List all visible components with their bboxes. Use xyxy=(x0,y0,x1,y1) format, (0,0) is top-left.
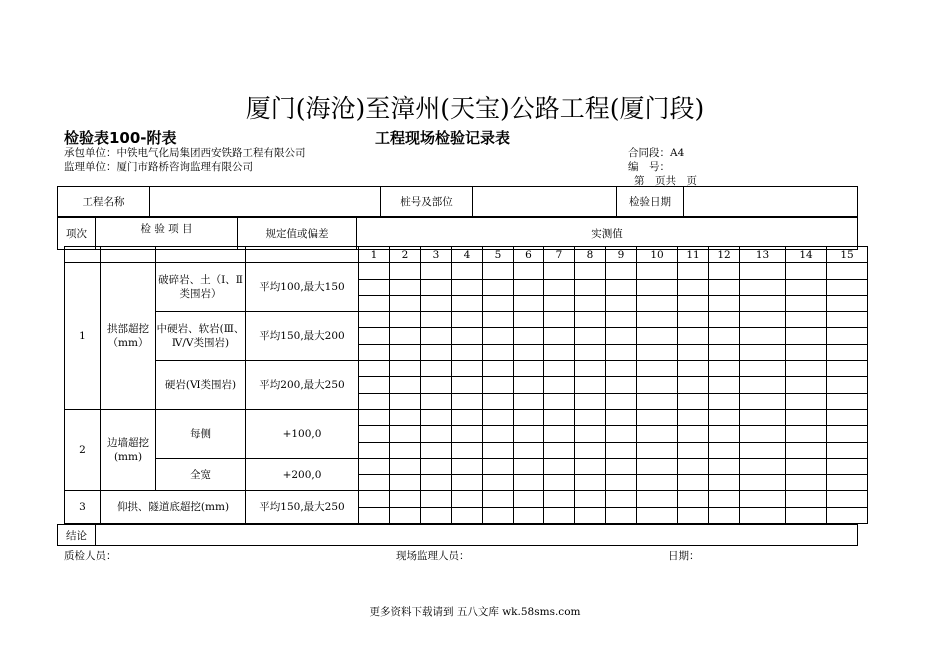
item-2-name: 边墙超挖(mm) xyxy=(101,409,156,490)
col-number: 11 xyxy=(678,247,709,263)
column-number-row xyxy=(65,247,868,263)
date-label: 检验日期 xyxy=(617,187,684,217)
station-label: 桩号及部位 xyxy=(381,187,473,217)
station-value[interactable] xyxy=(473,187,617,217)
item-no-header: 项次 xyxy=(58,218,96,250)
item-1-name: 拱部超挖（mm） xyxy=(101,263,156,410)
item-1-no: 1 xyxy=(65,263,101,410)
col-number: 14 xyxy=(786,247,827,263)
date-value[interactable] xyxy=(684,187,858,217)
conclusion-table xyxy=(57,524,858,546)
form-number: 检验表100-附表 xyxy=(64,129,177,147)
footer-date-label: 日期： xyxy=(668,550,700,562)
contractor-line: 承包单位：中铁电气化局集团西安铁路工程有限公司 xyxy=(64,147,306,159)
item-2a-sub: 每侧 xyxy=(156,409,246,458)
col-number: 4 xyxy=(452,247,483,263)
col-number: 1 xyxy=(359,247,390,263)
col-number: 15 xyxy=(827,247,868,263)
contract-section: 合同段：A4 xyxy=(628,147,685,159)
conclusion-label: 结论 xyxy=(58,525,96,546)
serial-number: 编 号： xyxy=(628,161,670,173)
item-1b-sub: 中硬岩、软岩(Ⅲ、Ⅳ/Ⅴ类围岩) xyxy=(156,312,246,361)
site-supervisor-label: 现场监理人员： xyxy=(396,550,470,562)
page-info: 第 页共 页 xyxy=(634,175,697,187)
col-number: 10 xyxy=(637,247,678,263)
form-subtitle: 工程现场检验记录表 xyxy=(375,129,511,147)
item-1c-spec: 平均200,最大250 xyxy=(246,361,359,410)
page-title: 厦门(海沧)至漳州(天宝)公路工程(厦门段) xyxy=(245,94,705,123)
info-table xyxy=(57,186,858,217)
item-2b-sub: 全宽 xyxy=(156,458,246,491)
item-2a-spec: +100,0 xyxy=(246,409,359,458)
item-2b-spec: +200,0 xyxy=(246,458,359,491)
item-1b-spec: 平均150,最大200 xyxy=(246,312,359,361)
table-row xyxy=(65,312,868,328)
col-number: 2 xyxy=(390,247,421,263)
item-1a-spec: 平均100,最大150 xyxy=(246,263,359,312)
item-1c-sub: 硬岩(Ⅵ类围岩) xyxy=(156,361,246,410)
col-number: 3 xyxy=(421,247,452,263)
project-name-value[interactable] xyxy=(150,187,381,217)
item-3-name: 仰拱、隧道底超挖(mm) xyxy=(101,491,246,524)
col-number: 5 xyxy=(483,247,514,263)
measurement-table xyxy=(64,246,868,524)
table-row xyxy=(65,361,868,377)
item-1a-sub: 破碎岩、土（Ⅰ、Ⅱ类围岩） xyxy=(156,263,246,312)
spec-header: 规定值或偏差 xyxy=(238,218,357,250)
project-name-label: 工程名称 xyxy=(58,187,150,217)
col-number: 9 xyxy=(606,247,637,263)
item-3-spec: 平均150,最大250 xyxy=(246,491,359,524)
table-row xyxy=(65,491,868,507)
item-3-no: 3 xyxy=(65,491,101,524)
col-number: 6 xyxy=(514,247,544,263)
col-number: 12 xyxy=(709,247,740,263)
table-row xyxy=(65,409,868,425)
check-item-header: 检 验 项 目 xyxy=(96,218,238,250)
inspector-label: 质检人员： xyxy=(64,550,117,562)
table-row xyxy=(65,458,868,474)
col-number: 13 xyxy=(740,247,786,263)
col-number: 8 xyxy=(575,247,606,263)
measured-header: 实测值 xyxy=(357,218,858,250)
item-2-no: 2 xyxy=(65,409,101,490)
supervisor-line: 监理单位：厦门市路桥咨询监理有限公司 xyxy=(64,161,253,173)
col-number: 7 xyxy=(544,247,575,263)
table-row xyxy=(65,263,868,279)
bottom-note: 更多资料下载请到 五八文库 wk.58sms.com xyxy=(369,606,581,618)
conclusion-value[interactable] xyxy=(96,525,858,546)
